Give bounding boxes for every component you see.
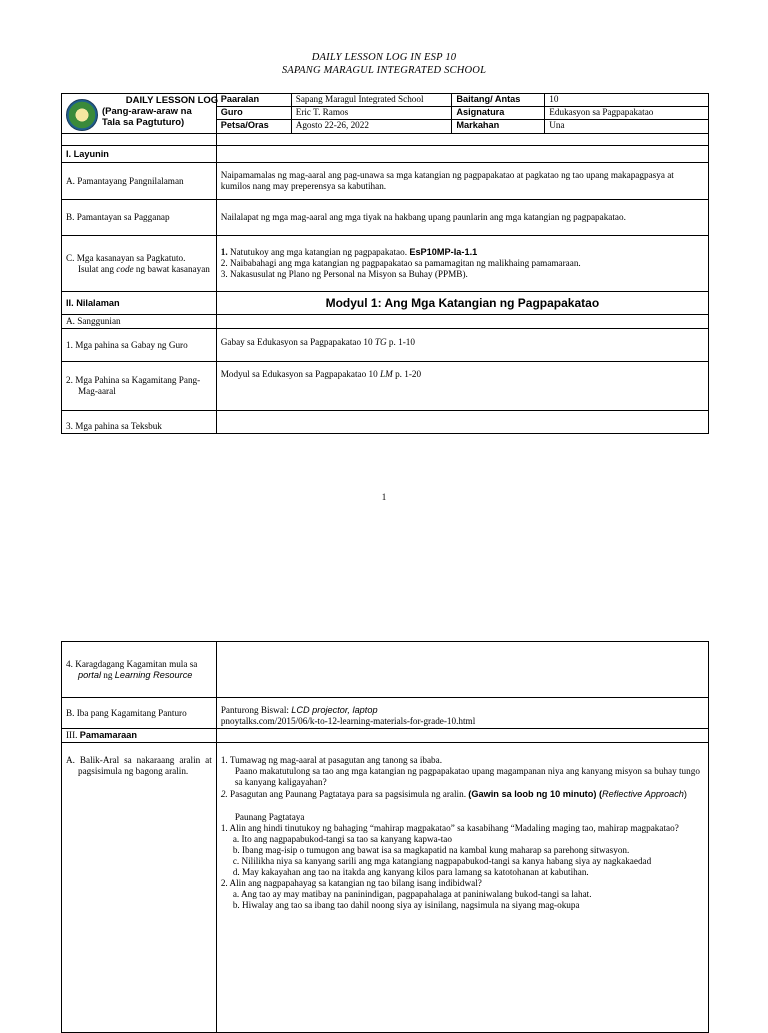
paaralan-value: Sapang Maragul Integrated School bbox=[291, 94, 452, 107]
balik-aral-label: A. Balik-Aral sa nakaraang aralin at pagsisimula ng bagong aralin. bbox=[62, 743, 217, 1033]
empty-cell bbox=[216, 642, 708, 698]
markahan-value: Una bbox=[545, 120, 709, 134]
kasanayan-code: EsP10MP-Ia-1.1 bbox=[409, 247, 478, 257]
petsa-value: Agosto 22-26, 2022 bbox=[291, 120, 452, 134]
gabay-label: 1. Mga pahina sa Gabay ng Guro bbox=[62, 329, 217, 362]
guro-value: Eric T. Ramos bbox=[291, 107, 452, 120]
empty-cell bbox=[216, 146, 708, 163]
panturo-text: Panturong Biswal: LCD projector, laptop pnoytalks.com/2015/06/k-to-12-learning-materials-for-grade-10.html bbox=[216, 698, 708, 729]
pamantayang-text: Naipamamalas ng mag-aaral ang pag-unawa sa mga katangian ng pagpapakatao at pagkatao ng tao upang makapagpasya at kumilos nang may preperensya sa kabutihan. bbox=[216, 163, 708, 200]
baitang-value: 10 bbox=[545, 94, 709, 107]
document-title: DAILY LESSON LOG IN ESP 10 bbox=[311, 52, 457, 63]
sanggunian-label: A. Sanggunian bbox=[62, 315, 217, 329]
iba-pang-label: B. Iba pang Kagamitang Panturo bbox=[62, 698, 217, 729]
nilalaman-heading: II. Nilalaman bbox=[62, 292, 217, 315]
markahan-label: Markahan bbox=[452, 120, 545, 134]
teksbuk-label: 3. Mga pahina sa Teksbuk bbox=[62, 411, 217, 434]
empty-cell bbox=[216, 315, 708, 329]
lesson-log-table-page2 bbox=[61, 641, 709, 1033]
empty-cell bbox=[216, 729, 708, 743]
modyul-title: Modyul 1: Ang Mga Katangian ng Pagpapakatao bbox=[216, 292, 708, 315]
petsa-label: Petsa/Oras bbox=[216, 120, 291, 134]
pagganap-label: B. Pamantayan sa Pagganap bbox=[62, 200, 217, 236]
logo-title-cell bbox=[62, 94, 217, 134]
empty-cell bbox=[216, 411, 708, 434]
asignatura-value: Edukasyon sa Pagpapakatao bbox=[545, 107, 709, 120]
gabay-text: Gabay sa Edukasyon sa Pagpapakatao 10 TG p. 1-10 bbox=[216, 329, 708, 362]
pagganap-text: Nailalapat ng mga mag-aaral ang mga tiyak na hakbang upang paunlarin ang mga katangian ng pagpapakatao. bbox=[216, 200, 708, 236]
lesson-log-table bbox=[61, 93, 709, 434]
pamamaraan-heading: III. Pamamaraan bbox=[62, 729, 217, 743]
paaralan-label: Paaralan bbox=[216, 94, 291, 107]
empty-cell bbox=[62, 134, 217, 146]
guro-label: Guro bbox=[216, 107, 291, 120]
page-number: 1 bbox=[381, 492, 387, 502]
asignatura-label: Asignatura bbox=[452, 107, 545, 120]
empty-cell bbox=[216, 134, 708, 146]
school-seal-icon bbox=[66, 99, 98, 131]
karagdagang-label: 4. Karagdagang Kagamitan mula sa portal ng Learning Resource bbox=[62, 642, 217, 698]
kagamitang-label: 2. Mga Pahina sa Kagamitang Pang-Mag-aaral bbox=[62, 362, 217, 411]
layunin-heading: I. Layunin bbox=[62, 146, 217, 163]
kagamitang-text: Modyul sa Edukasyon sa Pagpapakatao 10 LM p. 1-20 bbox=[216, 362, 708, 411]
log-title: DAILY LESSON LOG (Pang-araw-araw na Tala sa Pagtuturo) bbox=[102, 95, 219, 128]
kasanayan-label: C. Mga kasanayan sa Pagkatuto. Isulat ang code ng bawat kasanayan bbox=[62, 236, 217, 292]
baitang-label: Baitang/ Antas bbox=[452, 94, 545, 107]
balik-aral-content: 1. Tumawag ng mag-aaral at pasagutan ang tanong sa ibaba. Paano makatutulong sa tao ang mga katangian ng pagpapakatao upang magampanan niya ang kanyang misyon sa buhay tungo sa kanyang kaligayahan? 2. Pasagutan ang Paunang Pagtataya para sa pagsisimula ng aralin. (Gawin sa loob ng 10 minuto) (Reflective Approach) Paunang Pagtataya 1. Alin ang hindi tinutukoy ng bahaging “mahirap magpakatao” sa kasabihang “Madaling maging tao, mahirap magpakatao? a. Ito ang nagpapabukod-tangi sa tao sa kanyang kapwa-tao b. Ibang mag-isip o tumugon ang bawat isa sa magkapatid na kambal kung maharap sa parehong sitwasyon. c. Nililikha niya sa kanyang sarili ang mga katangiang nagpapabukod-tangi sa kanya habang siya ay nagkakaedad d. May kakayahan ang tao na itakda ang kanyang kilos para lamang sa katotohanan at kabutihan. 2. Alin ang nagpapahayag sa katangian ng tao bilang isang indibidwal? a. Ang tao ay may matibay na paninindigan, pagpapahalaga at paniniwalang bukod-tangi sa lahat. b. Hiwalay ang tao sa ibang tao dahil noong siya ay isinilang, nagsimula na siyang mag-okupa bbox=[216, 743, 708, 1033]
school-name: SAPANG MARAGUL INTEGRATED SCHOOL bbox=[281, 65, 487, 76]
pamantayang-label: A. Pamantayang Pangnilalaman bbox=[62, 163, 217, 200]
resource-link[interactable]: pnoytalks.com/2015/06/k-to-12-learning-materials-for-grade-10.html bbox=[220, 716, 476, 726]
kasanayan-list: 1. Natutukoy ang mga katangian ng pagpapakatao. EsP10MP-Ia-1.1 2. Naibabahagi ang mga katangian ng pagpapakatao sa pamamagitan ng malikhaing pamamaraan. 3. Nakasusulat ng Plano ng Personal na Misyon sa Buhay (PPMB). bbox=[216, 236, 708, 292]
